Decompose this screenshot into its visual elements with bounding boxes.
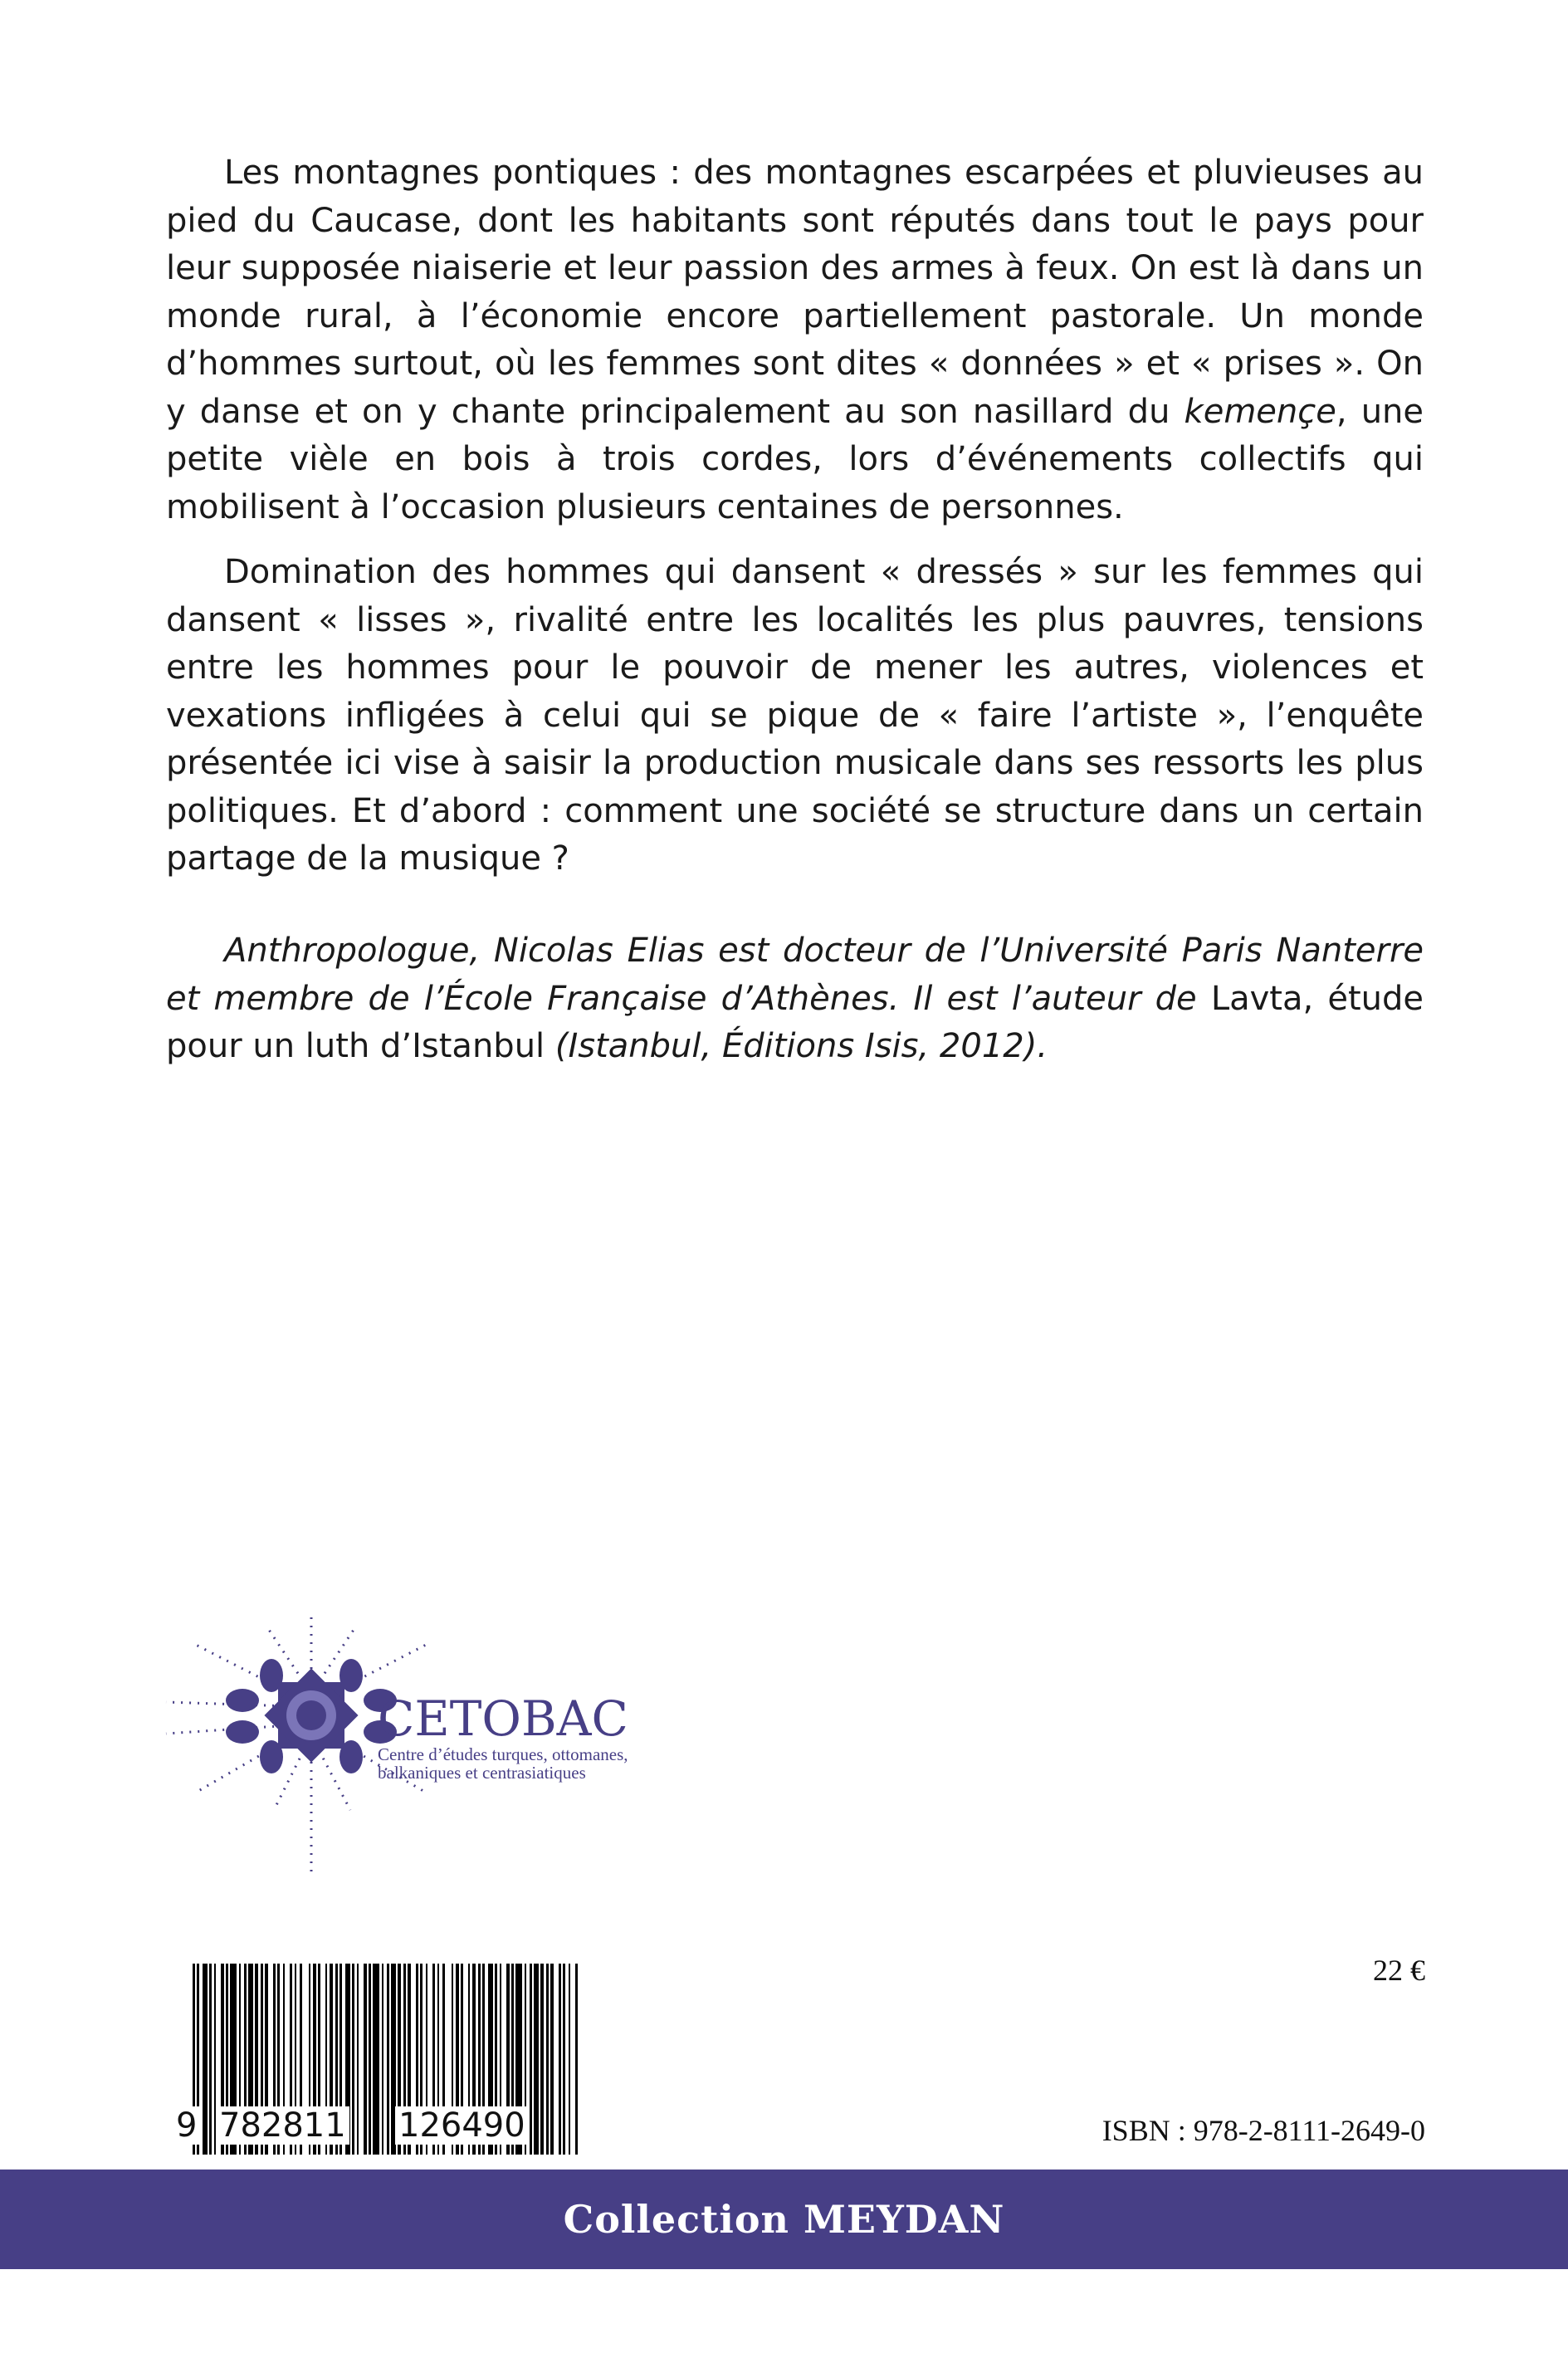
prior-book-publication: (Istanbul, Éditions Isis, 2012). — [545, 1027, 1048, 1065]
isbn: ISBN : 978-2-8111-2649-0 — [1102, 2114, 1425, 2147]
paragraph-2-text: Domination des hommes qui dansent « dressés » sur les femmes qui dansent « lisses », rivalité entre les localités les plus pauvres, tensions entre les hommes pour le pouvoir de mener les autres, violences et vexations infligées à celui qui se pique de « faire l’artiste », l’enquête présentée ici vise à saisir la production musicale dans ses ressorts les plus politiques. Et d’abord : comment une société se structure dans un certain partage de la musique ? — [166, 553, 1424, 878]
back-cover-paragraph-1 — [166, 149, 1424, 531]
barcode-group-1: 782811 — [216, 2106, 349, 2145]
logo-subtitle-line-2: balkaniques et centrasiatiques — [378, 1763, 586, 1783]
logo-subtitle-line-1: Centre d’études turques, ottomanes, — [378, 1744, 628, 1764]
author-bio-text: Anthropologue, Nicolas Elias est docteur de l’Université Paris Nanterre et membre de l’École Française d’Athènes. Il est l’auteur de — [166, 932, 1424, 1018]
kemence-term: kemençe — [1184, 392, 1336, 431]
price: 22 € — [1373, 1954, 1425, 1987]
back-cover-paragraph-2 — [166, 549, 1424, 883]
paragraph-1-text-b: , une petite vièle en bois à trois cordes, lors d’événements collectifs qui mobilisent à l’occasion plusieurs centaines de personnes. — [166, 392, 1424, 526]
cetobac-logo — [158, 1602, 656, 1885]
logo-acronym: CETOBAC — [378, 1690, 628, 1747]
barcode-lead-digit: 9 — [173, 2106, 200, 2145]
paragraph-1-text-a: Les montagnes pontiques : des montagnes escarpées et pluvieuses au pied du Caucase, dont les habitants sont réputés dans tout le pays pour leur supposée niaiserie et leur passion des armes à feux. On est là dans un monde rural, à l’économie encore partiellement pastorale. Un monde d’hommes surtout, où les femmes sont dites « données » et « prises ». On y danse et on y chante principalement au son nasillard du — [166, 154, 1424, 431]
prior-book-title: Lavta, étude pour un luth d’Istanbul — [166, 979, 1424, 1065]
barcode-digits — [173, 2106, 588, 2156]
author-bio — [166, 927, 1424, 1071]
barcode-group-2: 126490 — [395, 2106, 529, 2145]
collection-name: Collection MEYDAN — [563, 2197, 1005, 2242]
collection-band — [0, 2170, 1568, 2269]
